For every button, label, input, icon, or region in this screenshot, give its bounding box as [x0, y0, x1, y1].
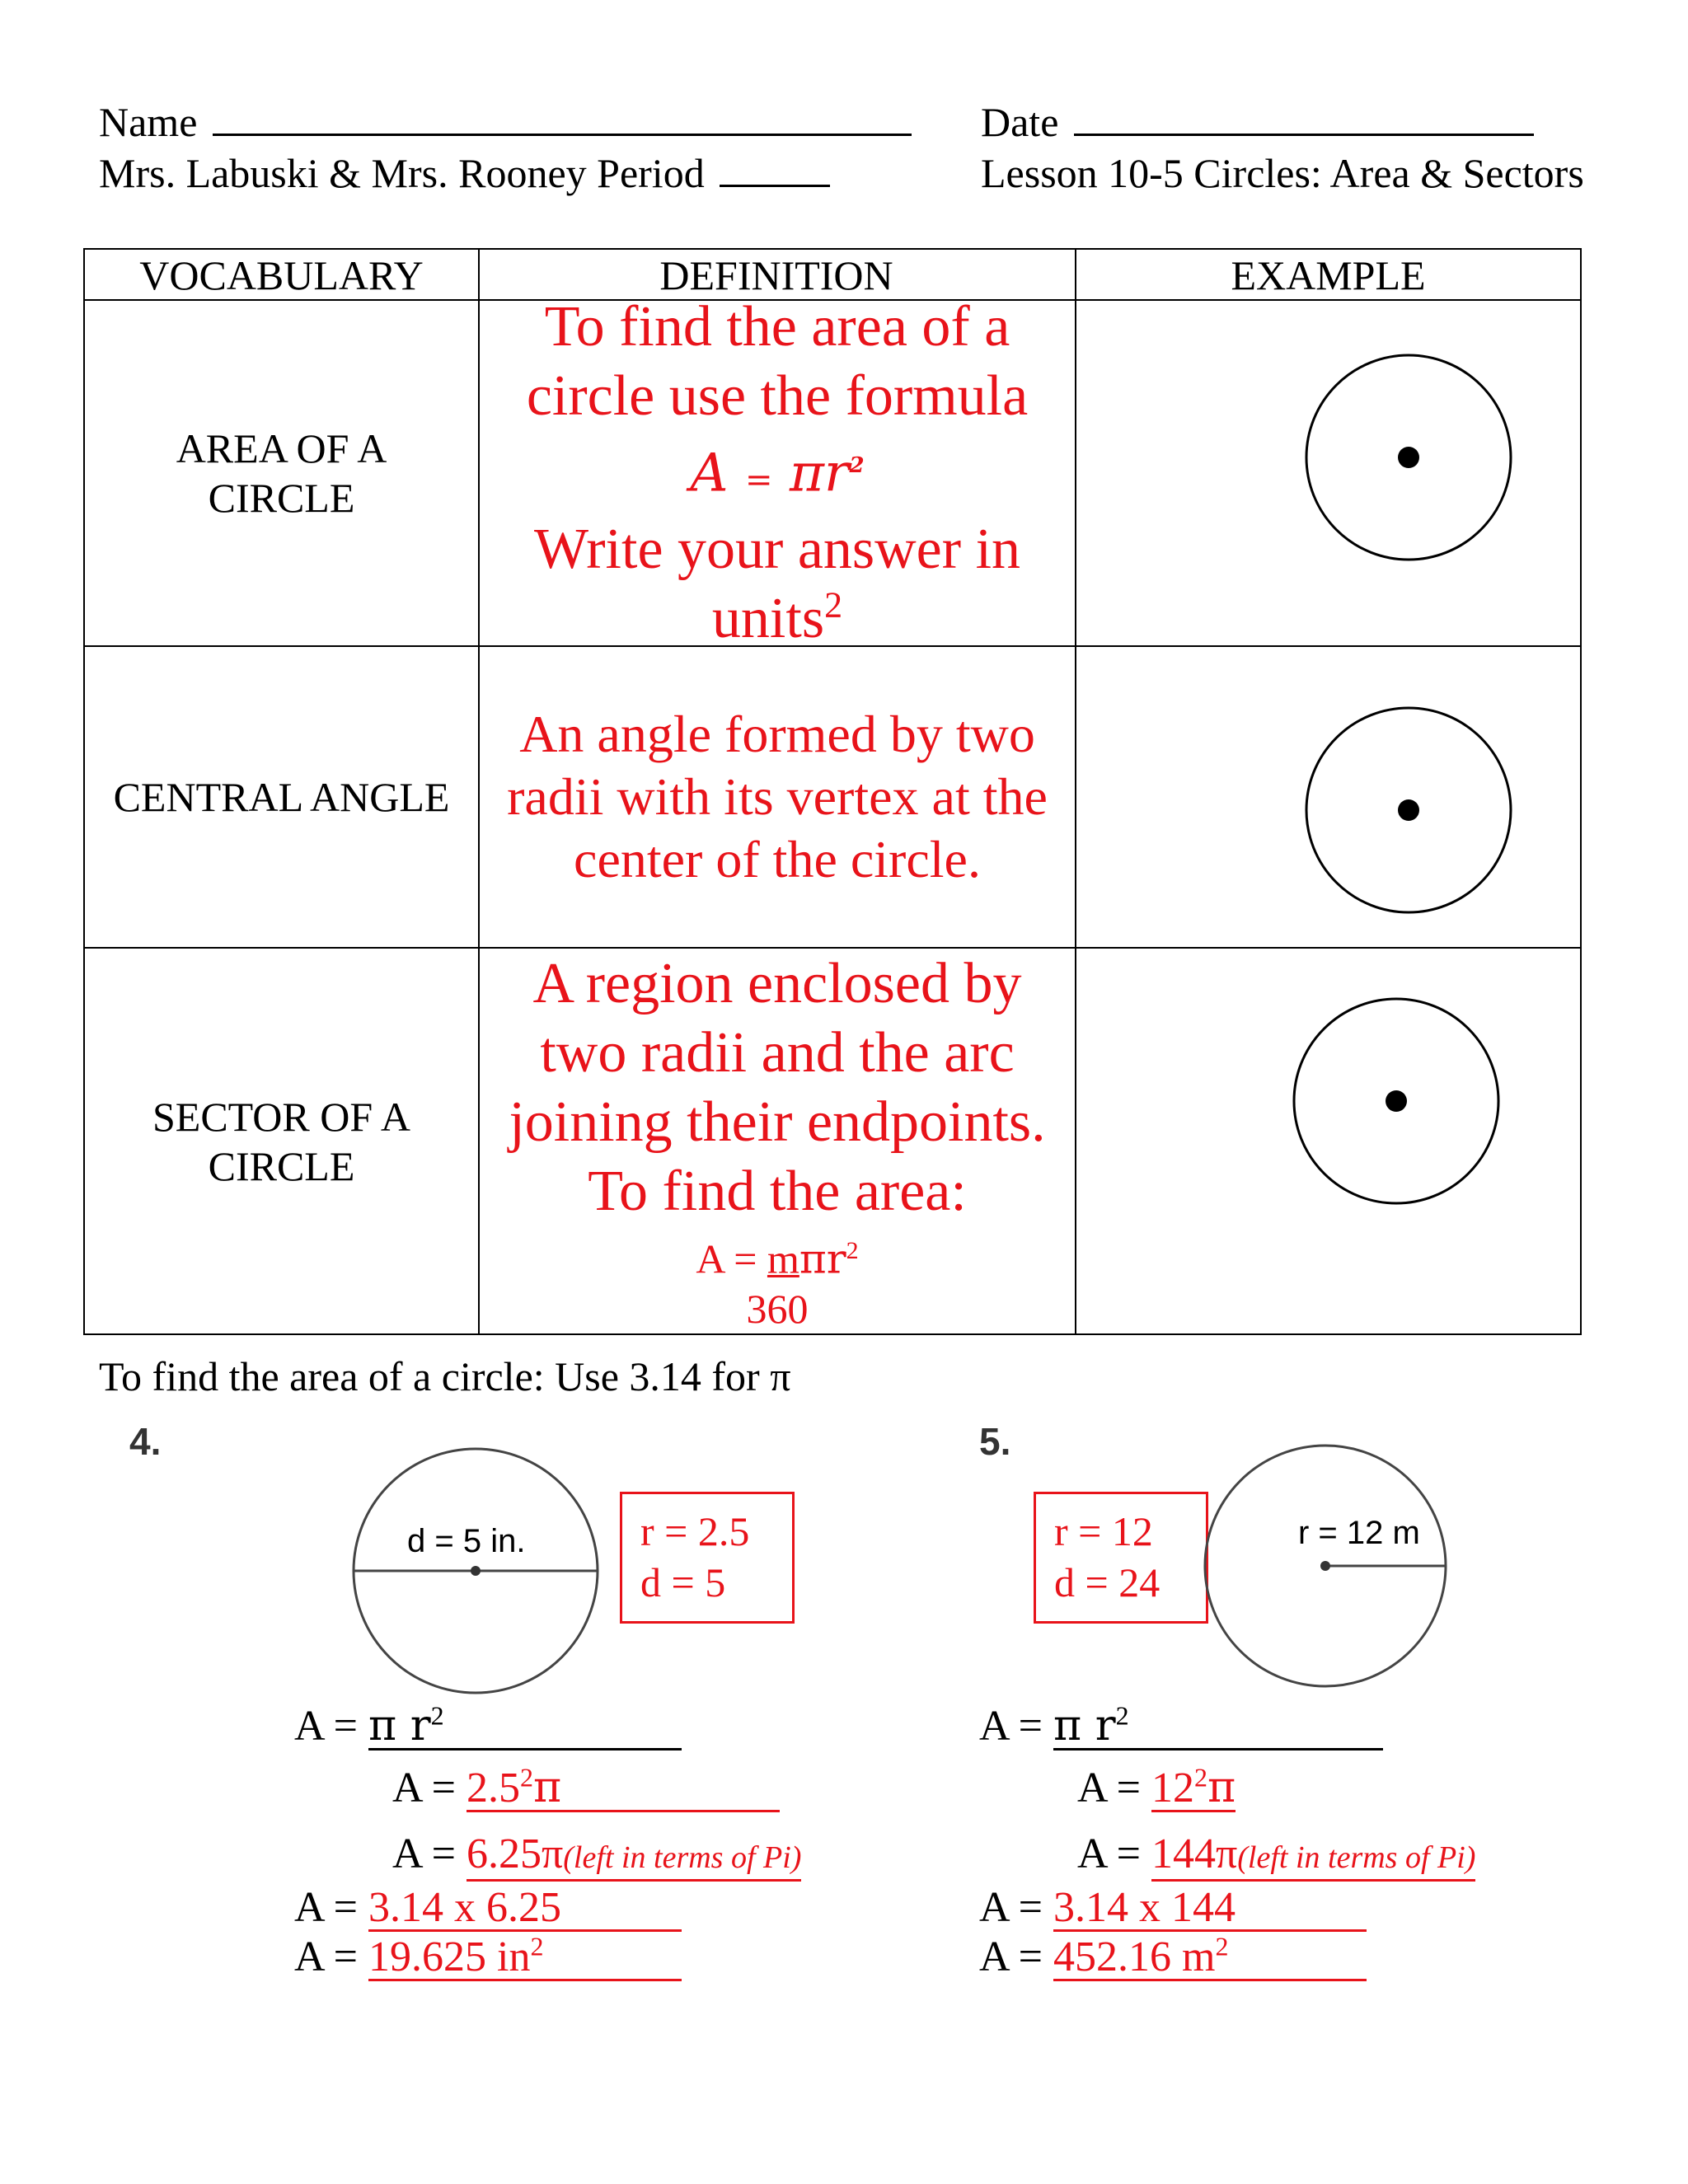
- term-area-of-circle: AREA OF A CIRCLE: [176, 425, 387, 521]
- header-example: EXAMPLE: [1231, 252, 1426, 298]
- teacher-label: Mrs. Labuski & Mrs. Rooney Period: [99, 150, 705, 196]
- vocabulary-table: [83, 248, 1582, 1335]
- period-blank[interactable]: [720, 152, 830, 187]
- problem-5-circle-figure: [1203, 1438, 1467, 1702]
- problem-5-step-3: A = 144π(left in terms of Pi): [1077, 1830, 1475, 1882]
- date-label: Date: [981, 99, 1059, 145]
- problem-4-given-box: r = 2.5 d = 5: [620, 1492, 795, 1624]
- header-vocabulary: VOCABULARY: [139, 252, 424, 298]
- name-label: Name: [99, 99, 198, 145]
- lesson-title: Lesson 10-5 Circles: Area & Sectors: [981, 150, 1584, 196]
- teacher-line: [99, 148, 830, 198]
- problem-5-step-5: A = 452.16 $m^2$: [979, 1933, 1367, 1982]
- problem-5-step-1: A = π $r^2$: [979, 1702, 1383, 1751]
- problem-4-step-2: $A = 2.5^2\pi$: [392, 1764, 780, 1813]
- pi-note: To find the area of a circle: Use 3.14 for π: [99, 1353, 791, 1399]
- term-central-angle: CENTRAL ANGLE: [113, 774, 450, 820]
- name-line: [99, 97, 912, 147]
- problem-5-number: 5.: [979, 1420, 1011, 1463]
- problem-4-circle-figure: [346, 1438, 610, 1702]
- problem-4-step-1: A = π $r^2$: [294, 1702, 682, 1751]
- date-blank[interactable]: [1074, 101, 1534, 136]
- problem-4-number: 4.: [129, 1420, 162, 1463]
- definition-sector-of-circle: A region enclosed by two radii and the arc joining their endpoints. To find the area: A = mπr$^2$ 360: [509, 952, 1046, 1332]
- problem-5-given-box: r = 12 d = 24: [1034, 1492, 1208, 1624]
- problem-5-radius-label: r = 12 m: [1298, 1515, 1420, 1551]
- example-circle-area: [1075, 301, 1582, 645]
- definition-central-angle: An angle formed by two radii with its vertex at the center of the circle.: [507, 705, 1048, 888]
- example-circle-central-angle: [1075, 647, 1582, 947]
- problem-4-step-4: A = 3.14 x 6.25: [294, 1883, 682, 1933]
- sector-formula: A = mπr$^2$: [696, 1235, 859, 1283]
- problem-4-step-3: A = 6.25π(left in terms of Pi): [392, 1830, 801, 1882]
- definition-area-of-circle: To find the area of a circle use the formula $A = \pi r^2$ Write your answer in units$^2$: [526, 295, 1029, 650]
- area-formula: $A = \pi r^2$: [690, 443, 865, 504]
- date-line: [981, 97, 1534, 147]
- problem-5-step-4: A = 3.14 x 144: [979, 1883, 1367, 1933]
- problem-4-diameter-label: d = 5 in.: [407, 1523, 526, 1559]
- header-definition: DEFINITION: [659, 252, 893, 298]
- name-blank[interactable]: [213, 101, 912, 136]
- example-circle-sector: [1075, 949, 1582, 1334]
- problem-5-step-2: $A = 12^2\pi$: [1077, 1762, 1236, 1812]
- problem-4-step-5: A = 19.625 $in^2$: [294, 1933, 682, 1982]
- term-sector-of-circle: SECTOR OF A CIRCLE: [152, 1094, 411, 1189]
